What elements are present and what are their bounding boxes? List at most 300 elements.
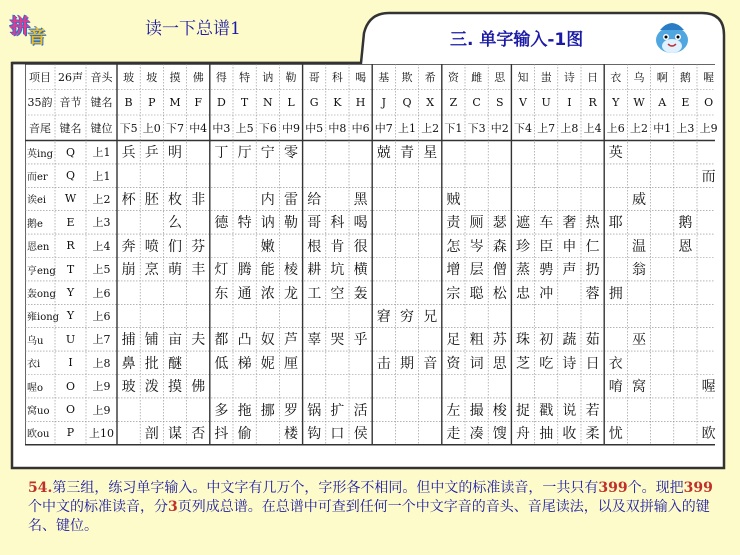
character-cell: 亩	[167, 332, 182, 349]
header-cell: G	[309, 95, 319, 109]
character-cell: 音	[423, 355, 438, 372]
header-cell: H	[355, 95, 366, 109]
character-cell: 珠	[515, 332, 530, 349]
key-position: 上8	[92, 356, 111, 370]
key-position: 上5	[92, 263, 111, 277]
rhyme-label: 欧ou	[27, 429, 50, 441]
description-part-1: 第三组，练习单字输入。中文字有几万个，字形各不相同。但中文的标准读音，一共只有	[52, 480, 599, 496]
character-cell: 而	[701, 168, 716, 185]
header-cell: 键名	[59, 121, 82, 135]
character-cell: 茹	[585, 332, 600, 349]
character-cell: 嫩	[260, 238, 275, 255]
header-cell: 诗	[563, 70, 575, 84]
character-cell: 梭	[492, 402, 507, 419]
key-name: P	[66, 426, 75, 440]
header-cell: 中1	[653, 121, 672, 135]
character-cell: 根	[307, 238, 322, 255]
character-cell: 奔	[121, 238, 136, 255]
header-cell: Z	[449, 95, 458, 109]
character-cell: 蒸	[515, 262, 530, 279]
character-cell: 玻	[121, 379, 136, 396]
header-cell: 中2	[490, 121, 509, 135]
character-cell: 枚	[167, 191, 182, 208]
character-cell: 东	[214, 285, 229, 302]
description-part-2: 个。现把	[627, 480, 684, 496]
header-cell: 中3	[212, 121, 231, 135]
character-cell: 仁	[585, 238, 600, 255]
dolphin-mascot-icon	[650, 14, 694, 58]
header-cell: 下6	[258, 121, 277, 135]
header-cell: 鹅	[679, 70, 691, 84]
character-cell: 日	[585, 355, 600, 372]
character-cell: 吃	[539, 355, 554, 372]
pinyin-table	[25, 64, 718, 456]
page-title: 读一下总谱1	[145, 19, 241, 39]
character-cell: 遮	[515, 215, 530, 232]
header-cell: O	[704, 95, 714, 109]
header-cell: 得	[215, 70, 227, 84]
character-cell: 能	[260, 262, 275, 279]
character-cell: 多	[214, 402, 229, 419]
section-subtitle: 三. 单字输入-1图	[450, 30, 584, 50]
character-cell: 僧	[492, 262, 507, 279]
character-cell: 佛	[191, 379, 206, 396]
header-cell: R	[588, 95, 597, 109]
character-cell: 戳	[539, 402, 554, 419]
logo-char-2: 音	[28, 27, 46, 48]
character-cell: 杯	[121, 191, 136, 208]
character-cell: 兄	[423, 308, 438, 325]
key-position: 上9	[92, 380, 111, 394]
header-cell: 中9	[281, 121, 300, 135]
header-cell: 乌	[633, 70, 645, 84]
character-cell: 厘	[283, 355, 298, 372]
header-cell: 玻	[123, 70, 135, 84]
character-cell: 欧	[701, 425, 716, 442]
character-cell: 柔	[585, 425, 600, 442]
key-name: Q	[65, 169, 76, 183]
character-cell: 通	[237, 285, 252, 302]
rhyme-label: 而er	[27, 172, 48, 184]
header-cell: 上6	[606, 121, 625, 135]
character-cell: 声	[562, 262, 577, 279]
key-name: I	[68, 356, 73, 370]
character-cell: 活	[353, 402, 368, 419]
character-cell: 窘	[376, 308, 391, 325]
header-cell: 35韵	[27, 96, 53, 110]
key-name: Y	[66, 309, 75, 323]
header-cell: 上5	[235, 121, 254, 135]
character-cell: 坑	[330, 262, 345, 279]
rhyme-label: 轰ong	[27, 289, 56, 301]
character-cell: 棱	[283, 262, 298, 279]
character-cell: 芬	[191, 238, 206, 255]
header-cell: 音头	[90, 70, 113, 84]
character-cell: 抽	[539, 425, 554, 442]
header-cell: A	[658, 95, 667, 109]
character-cell: 剖	[144, 425, 159, 442]
character-cell: 温	[631, 238, 646, 255]
character-cell: 厅	[237, 145, 252, 162]
rhyme-label: 喔o	[27, 382, 44, 394]
character-cell: 馊	[492, 425, 507, 442]
character-cell: 苏	[492, 332, 507, 349]
character-cell: 浓	[260, 285, 275, 302]
character-cell: 特	[237, 215, 252, 232]
header-cell: F	[194, 95, 202, 109]
character-cell: 空	[330, 285, 345, 302]
header-cell: 衣	[610, 70, 622, 84]
character-cell: 凑	[469, 425, 484, 442]
character-cell: 哭	[330, 332, 345, 349]
character-cell: 妮	[260, 355, 275, 372]
header-cell: 啊	[656, 70, 668, 84]
header-cell: 坡	[146, 70, 158, 84]
character-cell: 罗	[283, 402, 298, 419]
header-cell: 科	[331, 70, 343, 84]
header-cell: 下4	[513, 121, 532, 135]
character-cell: 衣	[608, 355, 623, 372]
character-cell: 德	[214, 215, 229, 232]
character-cell: 森	[492, 238, 507, 255]
header-cell: 音节	[59, 96, 82, 110]
character-cell: 层	[469, 262, 484, 279]
key-position: 上4	[92, 239, 111, 253]
character-cell: 轰	[353, 285, 368, 302]
header-cell: 上8	[560, 121, 579, 135]
header-cell: 音尾	[29, 121, 51, 135]
page-count: 3	[168, 499, 178, 515]
key-position: 上3	[92, 216, 111, 230]
character-cell: 扔	[585, 262, 600, 279]
character-cell: 撮	[469, 402, 484, 419]
character-cell: 瑟	[492, 215, 507, 232]
key-name: R	[66, 239, 75, 253]
character-cell: 若	[585, 402, 600, 419]
character-cell: 恩	[678, 238, 693, 255]
character-cell: 烹	[144, 262, 159, 279]
rhyme-label: 英ing	[27, 148, 54, 160]
character-cell: 宁	[260, 145, 275, 162]
character-cell: 萌	[167, 262, 182, 279]
header-cell: 勒	[285, 70, 297, 84]
character-cell: 喷	[144, 238, 159, 255]
header-cell: L	[287, 95, 295, 109]
character-cell: 松	[492, 285, 507, 302]
character-cell: 么	[167, 215, 182, 232]
character-cell: 诗	[562, 355, 577, 372]
header-cell: 下3	[467, 121, 486, 135]
character-cell: 收	[562, 425, 577, 442]
character-cell: 明	[167, 145, 182, 162]
header-cell: 欺	[401, 70, 413, 84]
header-cell: 哥	[308, 70, 320, 84]
character-cell: 车	[539, 215, 554, 232]
header-cell: Y	[612, 95, 620, 109]
character-cell: 臣	[539, 238, 554, 255]
header-cell: M	[169, 95, 181, 109]
character-cell: 辜	[307, 332, 322, 349]
character-cell: 乎	[353, 332, 368, 349]
character-cell: 芦	[283, 332, 298, 349]
character-cell: 锅	[307, 402, 322, 419]
character-cell: 很	[353, 238, 368, 255]
header-cell: 日	[587, 70, 599, 84]
description-part-4: 页列成总谱。在总谱中可查到任何一个中文字音的音头、音尾读法，以及双拼输入的键名、键位。	[28, 499, 710, 534]
key-position: 上7	[92, 333, 111, 347]
character-cell: 忧	[608, 425, 623, 442]
character-cell: 雷	[283, 191, 298, 208]
character-cell: 申	[562, 238, 577, 255]
character-cell: 讷	[260, 215, 275, 232]
character-cell: 巫	[631, 332, 646, 349]
character-cell: 夫	[191, 332, 206, 349]
sound-count-2: 399	[683, 480, 713, 496]
header-cell: 蚩	[540, 70, 552, 84]
character-cell: 黑	[353, 191, 368, 208]
character-cell: 勒	[283, 215, 298, 232]
character-cell: 工	[307, 285, 322, 302]
header-cell: X	[426, 95, 435, 109]
header-cell: 喔	[703, 70, 715, 84]
character-cell: 摸	[167, 379, 182, 396]
character-cell: 都	[214, 332, 229, 349]
character-cell: 批	[144, 355, 159, 372]
character-cell: 穷	[399, 308, 414, 325]
rhyme-label: 窝uo	[27, 406, 50, 418]
character-cell: 击	[376, 355, 391, 372]
header-cell: T	[240, 95, 249, 109]
character-cell: 足	[446, 332, 461, 349]
character-cell: 泼	[144, 379, 159, 396]
header-cell: S	[496, 95, 504, 109]
character-cell: 给	[307, 191, 322, 208]
header-cell: 上3	[676, 121, 695, 135]
character-cell: 凸	[237, 332, 252, 349]
character-cell: 兵	[121, 145, 136, 162]
character-cell: 横	[353, 262, 368, 279]
character-cell: 崩	[121, 262, 136, 279]
header-cell: 下5	[119, 121, 138, 135]
character-cell: 腾	[237, 262, 252, 279]
header-cell: I	[567, 95, 572, 109]
header-cell: 上9	[699, 121, 718, 135]
description-part-3: 个中文的标准读音，分	[28, 499, 168, 515]
character-cell: 丁	[214, 145, 229, 162]
character-cell: 捕	[121, 332, 136, 349]
character-cell: 醚	[167, 355, 182, 372]
character-cell: 耶	[608, 215, 623, 232]
character-cell: 说	[562, 402, 577, 419]
character-cell: 零	[283, 145, 298, 162]
header-cell: 上2	[421, 121, 440, 135]
header-cell: C	[472, 95, 481, 109]
header-cell: V	[519, 95, 527, 109]
key-name: E	[66, 215, 75, 229]
character-cell: 厕	[469, 215, 484, 232]
character-cell: 灯	[214, 262, 229, 279]
header-cell: E	[681, 95, 690, 109]
header-cell: 上0	[142, 121, 161, 135]
logo-char-1: 拼	[10, 14, 30, 38]
character-cell: 词	[469, 355, 484, 372]
character-cell: 梯	[237, 355, 252, 372]
character-cell: 翁	[631, 262, 646, 279]
header-cell: 下1	[444, 121, 463, 135]
character-cell: 期	[399, 355, 414, 372]
character-cell: 龙	[283, 285, 298, 302]
character-cell: 怎	[446, 238, 461, 255]
character-cell: 侯	[353, 425, 368, 442]
character-cell: 聪	[469, 285, 484, 302]
character-cell: 唷	[608, 379, 623, 396]
header-cell: 上1	[397, 121, 416, 135]
character-cell: 拥	[608, 285, 623, 302]
header-cell: D	[216, 95, 226, 109]
header-cell: U	[541, 95, 551, 109]
header-cell: B	[124, 95, 133, 109]
header-cell: J	[381, 95, 386, 109]
header-cell: 上4	[583, 121, 602, 135]
character-cell: 芝	[515, 355, 530, 372]
character-cell: 奴	[260, 332, 275, 349]
key-name: O	[65, 379, 76, 393]
rhyme-label: 亨eng	[27, 265, 56, 277]
character-cell: 们	[167, 238, 182, 255]
key-name: O	[65, 403, 76, 417]
key-position: 上9	[92, 403, 111, 417]
character-cell: 蔬	[562, 332, 577, 349]
character-cell: 内	[260, 191, 275, 208]
character-cell: 忠	[515, 285, 530, 302]
character-cell: 挪	[260, 402, 275, 419]
key-name: W	[64, 192, 77, 206]
slide-number: 54.	[28, 480, 53, 496]
rhyme-label: 衣i	[27, 359, 41, 371]
header-cell: 中4	[189, 121, 208, 135]
header-cell: 下7	[165, 121, 184, 135]
header-cell: 上7	[537, 121, 556, 135]
sound-count-1: 399	[598, 480, 628, 496]
character-cell: 窝	[631, 379, 646, 396]
character-cell: 骋	[539, 262, 554, 279]
character-cell: 哥	[307, 215, 322, 232]
character-cell: 偷	[237, 425, 252, 442]
character-cell: 左	[446, 402, 461, 419]
character-cell: 科	[330, 215, 345, 232]
character-cell: 否	[191, 425, 206, 442]
rhyme-label: 雍iong	[27, 312, 60, 324]
character-cell: 奢	[562, 215, 577, 232]
header-cell: 键名	[90, 96, 113, 110]
header-cell: 中6	[351, 121, 370, 135]
character-cell: 思	[492, 355, 507, 372]
header-cell: W	[633, 95, 645, 109]
character-cell: 喔	[701, 379, 716, 396]
character-cell: 捉	[515, 402, 530, 419]
character-cell: 低	[214, 355, 229, 372]
character-cell: 口	[330, 425, 345, 442]
key-name: Y	[66, 286, 75, 300]
rhyme-label: 乌u	[27, 335, 44, 347]
character-cell: 楼	[283, 425, 298, 442]
character-cell: 粗	[469, 332, 484, 349]
character-cell: 星	[423, 145, 438, 162]
character-cell: 蓉	[585, 285, 600, 302]
header-cell: 讷	[262, 70, 274, 84]
character-cell: 热	[585, 215, 600, 232]
character-cell: 兢	[376, 145, 391, 162]
character-cell: 喝	[353, 215, 368, 232]
character-cell: 岑	[469, 238, 484, 255]
key-name: Q	[65, 145, 76, 159]
character-cell: 增	[446, 262, 461, 279]
character-cell: 资	[446, 355, 461, 372]
character-cell: 抖	[214, 425, 229, 442]
rhyme-label: 诶ei	[27, 195, 47, 207]
header-cell: 26声	[58, 70, 83, 84]
header-cell: 希	[424, 70, 436, 84]
header-cell: 中8	[328, 121, 347, 135]
header-cell: 雌	[471, 70, 483, 84]
header-cell: Q	[402, 95, 412, 109]
character-cell: 肯	[330, 238, 345, 255]
character-cell: 初	[539, 332, 554, 349]
character-cell: 英	[608, 145, 623, 162]
header-cell: 思	[494, 70, 506, 84]
description-text	[28, 479, 718, 536]
header-cell: 上2	[629, 121, 648, 135]
header-cell: P	[148, 95, 156, 109]
character-cell: 责	[446, 215, 461, 232]
key-position: 上10	[89, 426, 114, 440]
character-cell: 宗	[446, 285, 461, 302]
key-name: T	[66, 262, 75, 276]
character-cell: 铺	[144, 332, 159, 349]
key-position: 上6	[92, 286, 111, 300]
key-name: U	[65, 332, 76, 346]
header-cell: 喝	[355, 70, 367, 84]
key-position: 上6	[92, 309, 111, 323]
key-position: 上1	[92, 169, 111, 183]
header-cell: 资	[447, 70, 459, 84]
character-cell: 谋	[167, 425, 182, 442]
character-cell: 青	[399, 145, 414, 162]
character-cell: 珍	[515, 238, 530, 255]
character-cell: 非	[191, 191, 206, 208]
header-cell: 项目	[29, 70, 51, 84]
character-cell: 钩	[307, 425, 322, 442]
header-cell: 键位	[90, 121, 113, 135]
character-cell: 拖	[237, 402, 252, 419]
rhyme-label: 鹅e	[27, 218, 43, 230]
character-cell: 鹅	[678, 215, 693, 232]
key-position: 上2	[92, 192, 111, 206]
header-cell: 中5	[305, 121, 324, 135]
character-cell: 舟	[515, 425, 530, 442]
character-cell: 贼	[446, 191, 461, 208]
rhyme-label: 恩en	[27, 242, 50, 254]
header-cell: N	[262, 95, 273, 109]
header-cell: 佛	[192, 70, 204, 84]
header-cell: 基	[378, 70, 390, 84]
character-cell: 走	[446, 425, 461, 442]
key-position: 上1	[92, 146, 111, 160]
character-cell: 威	[631, 191, 646, 208]
character-cell: 乒	[144, 145, 159, 162]
character-cell: 胚	[144, 191, 159, 208]
header-cell: 知	[517, 70, 529, 84]
